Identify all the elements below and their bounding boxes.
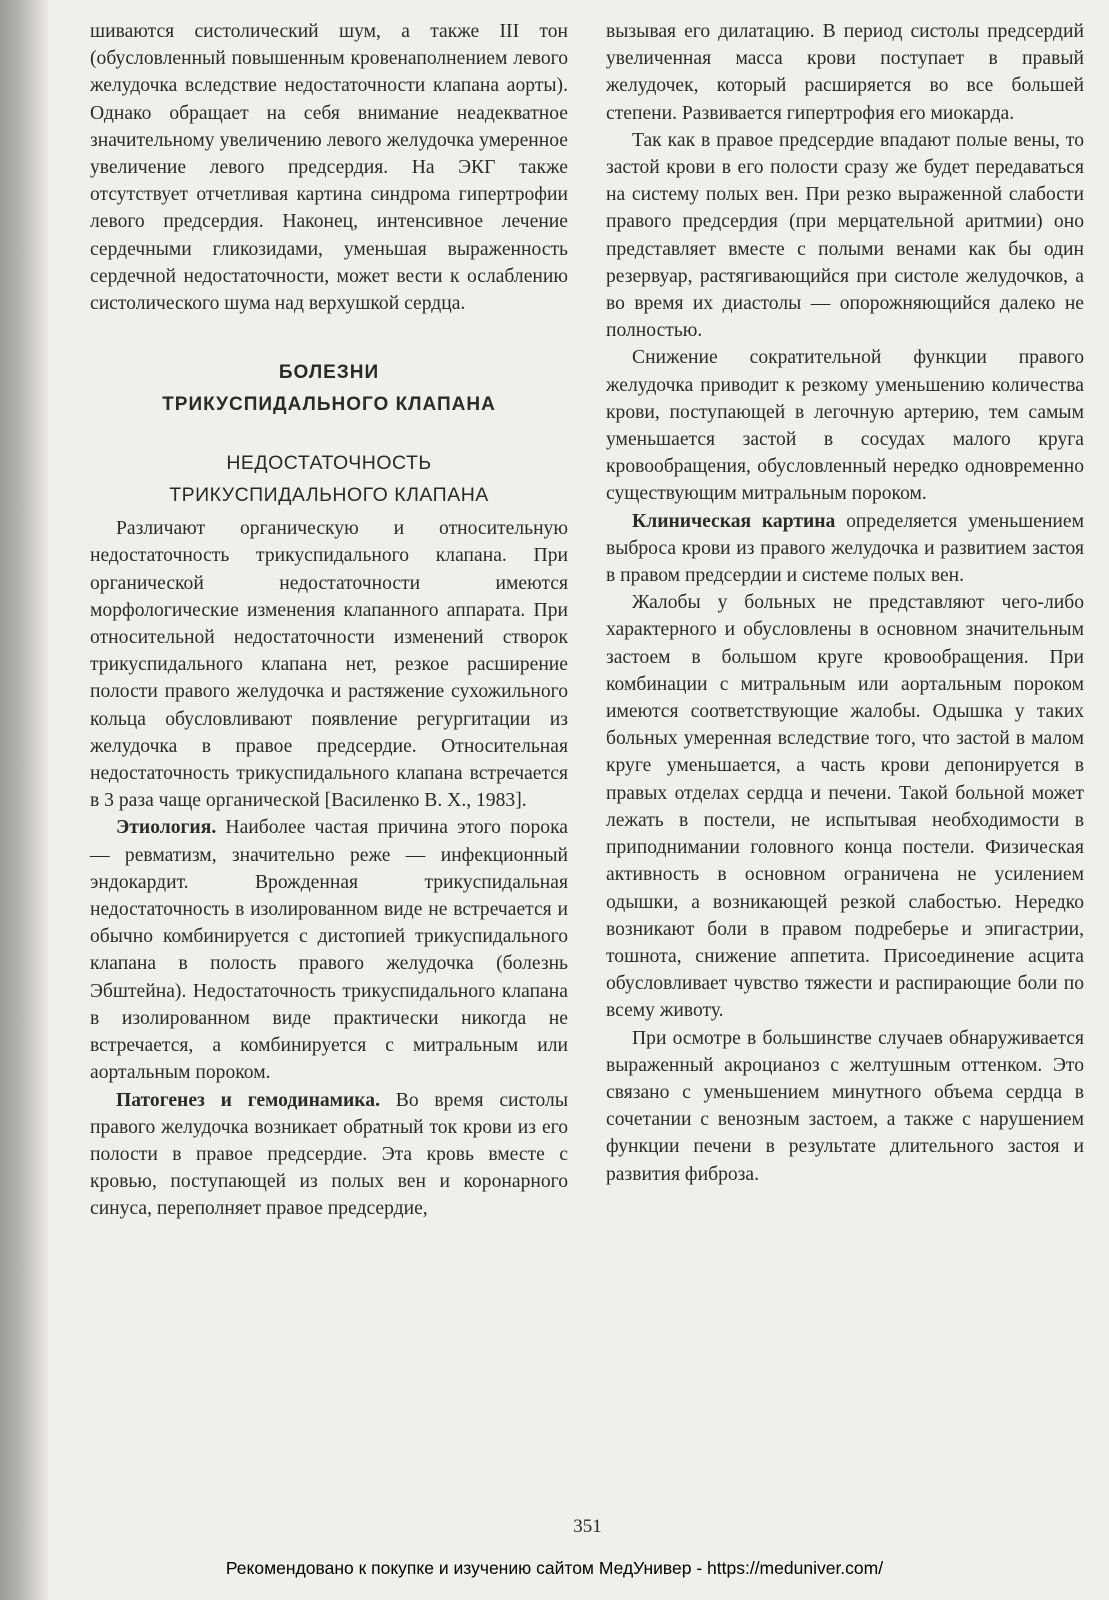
book-page	[90, 18, 1085, 1537]
pathogenesis-label: Патогенез и гемодинамика.	[116, 1089, 380, 1111]
paragraph-pathogenesis	[90, 1087, 568, 1223]
paragraph-complaints: Жалобы у больных не представляют чего-либо характерного и обусловлены в основном значительным застоем в большом круге кровообращения. При комбинации с митральным или аортальным пороком имеются соответствующие жалобы. Одышка у таких больных умеренная вследствие того, что застой в малом круге уменьшается, а часть крови депонируется в правых отделах сердца и печени. Такой больной может лежать в постели, не испытывая необходимости в приподнимании головного конца постели. Физическая активность в основном ограничена не усилением одышки, а возникающей резкой слабостью. Нередко возникают боли в правом подреберье и эпигастрии, тошнота, снижение аппетита. Присоединение асцита обусловливает чувство тяжести и распирающие боли по всему животу.	[606, 592, 1084, 1022]
etiology-text: Наиболее частая причина этого порока — ревматизм, значительно реже — инфекционный эндокардит. Врожденная трикуспидальная недостаточность в изолированном виде не встречается и обычно комбинируется с дистопией трикуспидального клапана в полость правого желудочка (болезнь Эбштейна). Недостаточность трикуспидального клапана в изолированном виде практически никогда не встречается, а комбинируется с митральным или аортальным пороком.	[90, 817, 568, 1084]
section-title	[90, 357, 568, 421]
page-number: 351	[573, 1516, 602, 1537]
pathogenesis-text: Во время систолы правого желудочка возникает обратный ток крови из его полости в правое предсердие. Эта кровь вместе с кровью, поступающей из полых вен и коронарного синуса, переполняет правое предсердие,	[90, 1089, 568, 1220]
paragraph-venous-stasis: Так как в правое предсердие впадают полые вены, то застой крови в его полости сразу же будет передаваться на систему полых вен. При резко выраженной слабости правого предсердия (при мерцательной аритмии) оно представляет вместе с полыми венами как бы один резервуар, растягивающийся при систоле желудочков, а во время их диастолы — опорожняющийся далеко не полностью.	[606, 129, 1084, 342]
clinical-picture-text: определяется уменьшением выброса крови из правого желудочка и развитием застоя в правом предсердии и системе полых вен.	[606, 510, 1085, 587]
subsection-title-line-1: НЕДОСТАТОЧНОСТЬ	[226, 452, 432, 475]
section-title-line-1: БОЛЕЗНИ	[278, 362, 380, 384]
paragraph-intro-continuation: шиваются систолический шум, а также III тон (обусловленный повышенным кровенаполнением левого желудочка вследствие недостаточности клапана аорты). Однако обращает на себя внимание неадекватное значительному увеличению левого желудочка умеренное увеличение левого предсердия. На ЭКГ также отсутствует отчетливая картина синдрома гипертрофии левого предсердия. Наконец, интенсивное лечение сердечными гликозидами, уменьшая выраженность сердечной недостаточности, может вести к ослаблению систолического шума над верхушкой сердца.	[90, 21, 568, 315]
paragraph-dilatation: вызывая его дилатацию. В период систолы предсердий увеличенная масса крови поступает в правый желудочек, который расширяется во все большей степени. Развивается гипертрофия его миокарда.	[606, 21, 1084, 124]
subsection-title	[90, 447, 568, 511]
left-column	[90, 18, 568, 1223]
subsection-title-line-2: ТРИКУСПИДАЛЬНОГО КЛАПАНА	[169, 484, 489, 507]
paragraph-examination: При осмотре в большинстве случаев обнаруживается выраженный акроцианоз с желтушным оттенком. Это связано с уменьшением минутного объема сердца в сочетании с венозным застоем, а также с нарушением функции печени в результате длительного застоя и развития фиброза.	[606, 1027, 1084, 1185]
book-spine-shadow	[0, 0, 48, 1600]
right-column	[606, 18, 1084, 1188]
paragraph-contractility: Снижение сократительной функции правого желудочка приводит к резкому уменьшению количества крови, поступающей в легочную артерию, тем самым уменьшается застой в сосудах малого круга кровообращения, обусловленный нередко одновременно существующим митральным пороком.	[606, 347, 1084, 505]
paragraph-etiology	[90, 814, 568, 1086]
paragraph-clinical-picture	[606, 508, 1084, 590]
paragraph-classification: Различают органическую и относительную недостаточность трикуспидального клапана. При органической недостаточности имеются морфологические изменения клапанного аппарата. При относительной недостаточности изменений створок трикуспидального клапана нет, резкое расширение полости правого желудочка и растяжение сухожильного кольца обусловливают появление регургитации из желудочка в правое предсердие. Относительная недостаточность трикуспидального клапана встречается в 3 раза чаще органической [Василенко В. Х., 1983].	[90, 518, 568, 812]
etiology-label: Этиология.	[116, 817, 217, 839]
clinical-picture-label: Клиническая картина	[632, 510, 836, 532]
section-title-line-2: ТРИКУСПИДАЛЬНОГО КЛАПАНА	[162, 394, 496, 416]
footer-recommendation: Рекомендовано к покупке и изучению сайтом МедУнивер - https://meduniver.com/	[225, 1558, 884, 1578]
